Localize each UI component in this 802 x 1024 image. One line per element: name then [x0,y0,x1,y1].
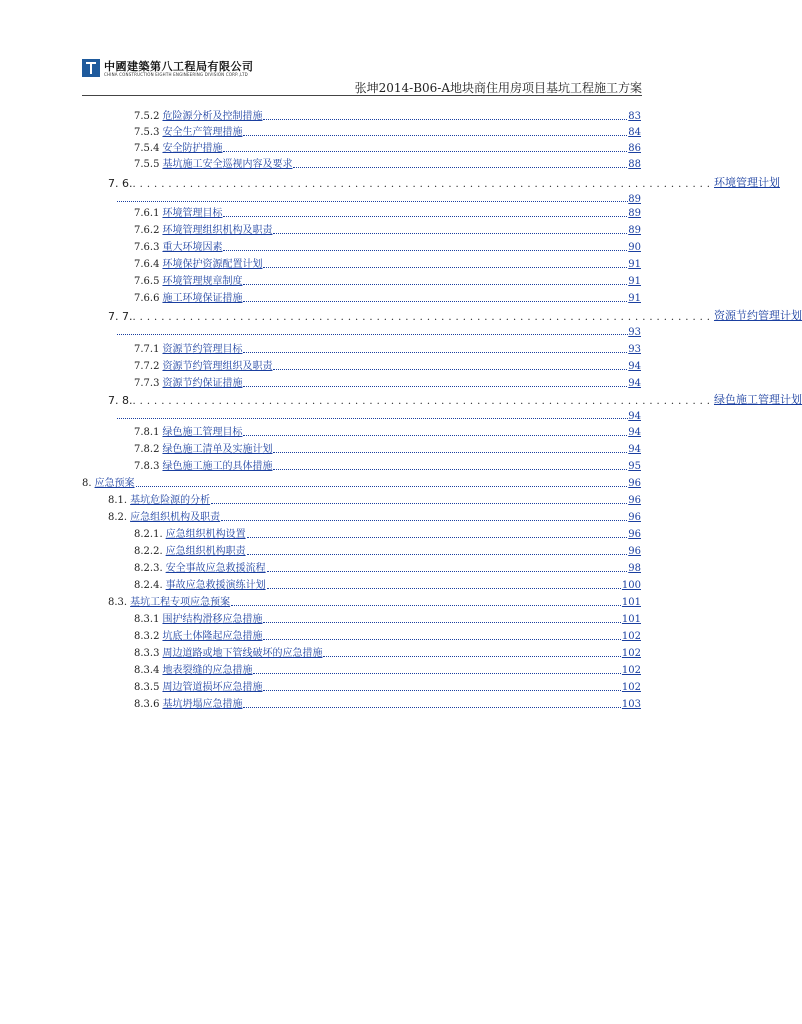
toc-entry-page[interactable]: 96 [628,546,641,557]
toc-entry-page[interactable]: 89 [628,225,641,236]
toc-entry-number: 7.7.3 [134,378,160,389]
toc-entry-7-6-5[interactable] [134,274,641,288]
toc-entry-number: 8.3.2 [134,631,160,642]
toc-entry-number: 7.6.3 [134,242,160,253]
toc-entry-page[interactable]: 90 [628,242,641,253]
toc-entry-page[interactable]: 89 [628,194,641,205]
toc-entry-title[interactable]: 环境保护资源配置计划 [162,259,263,270]
toc-entry-title[interactable]: 应急组织机构及职责 [130,512,221,523]
toc-entry-number: 7.5.4 [134,143,160,154]
toc-entry-number: 8.3. [108,597,128,608]
dot-leader [223,151,627,152]
toc-entry-page[interactable]: 102 [621,665,641,676]
toc-entry-title[interactable]: 围护结构滑移应急措施 [162,614,263,625]
toc-entry-number: 7.5.5 [134,159,160,170]
toc-entry-7-6-4[interactable] [134,257,641,271]
toc-entry-7-5-2[interactable] [134,109,641,123]
dot-leader [243,386,627,387]
toc-entry-7-5-3[interactable] [134,125,641,139]
toc-entry-page[interactable]: 88 [628,159,641,170]
toc-entry-page[interactable]: 94 [628,444,641,455]
toc-entry-number: 7.7.1 [134,344,160,355]
dot-leader [263,119,627,120]
dot-leader [267,571,628,572]
toc-entry-7-8-2[interactable] [134,442,641,456]
toc-entry-title[interactable]: 资源节约管理组织及职责 [162,361,273,372]
toc-entry-title[interactable]: 周边管道损坏应急措施 [162,682,263,693]
toc-entry-7-6-2[interactable] [134,223,641,237]
toc-entry-number: 7.8.3 [134,461,160,472]
dot-leader [263,267,627,268]
toc-entry-7-8-1[interactable] [134,425,641,439]
project-title: 张坤2014-B06-A地块商住用房项目基坑工程施工方案 [354,81,642,95]
toc-section-7-6-page[interactable] [117,193,641,205]
toc-entry-title[interactable]: 地表裂缝的应急措施 [162,665,253,676]
toc-entry-title[interactable]: 应急组织机构设置 [165,529,246,540]
toc-entry-number: 7.6.1 [134,208,160,219]
toc-entry-title[interactable]: 资源节约保证措施 [162,378,243,389]
dot-leader [273,369,627,370]
toc-entry-number: 7.6.5 [134,276,160,287]
dot-leader [247,554,628,555]
dot-leader [243,435,627,436]
toc-entry-page[interactable]: 102 [621,648,641,659]
toc-entry-number: 8.3.5 [134,682,160,693]
toc-entry-title[interactable]: 应急组织机构职责 [165,546,246,557]
toc-entry-number: 8.1. [108,495,128,506]
toc-entry-7-8-3[interactable] [134,459,641,473]
toc-entry-title[interactable]: 施工环境保证措施 [162,293,243,304]
toc-entry-number: 8.3.3 [134,648,160,659]
toc-entry-title[interactable]: 绿色施工管理计划 [713,393,802,406]
toc-entry-page[interactable]: 94 [628,427,641,438]
toc-entry-7-6-6[interactable] [134,291,641,305]
toc-entry-page[interactable]: 101 [621,597,641,608]
dot-leader: ................................................................................. [132,179,714,190]
toc-entry-page[interactable]: 94 [628,361,641,372]
toc-entry-7-6-1[interactable] [134,206,641,220]
toc-entry-8-3-5[interactable] [134,680,641,694]
toc-entry-number: 7. 7. [108,310,133,323]
toc-entry-number: 7.8.1 [134,427,160,438]
toc-entry-page[interactable]: 91 [628,276,641,287]
dot-leader [247,537,628,538]
toc-entry-page[interactable]: 91 [628,293,641,304]
dot-leader [243,301,627,302]
toc-entry-title[interactable]: 周边道路或地下管线破坏的应急措施 [162,648,323,659]
toc-entry-number: 7.6.2 [134,225,160,236]
toc-entry-page[interactable]: 94 [628,378,641,389]
dot-leader [263,639,620,640]
toc-entry-number: 7.6.4 [134,259,160,270]
toc-entry-title[interactable]: 资源节约管理目标 [162,344,243,355]
dot-leader [267,588,621,589]
dot-leader [243,284,627,285]
toc-entry-title[interactable]: 绿色施工管理目标 [162,427,243,438]
toc-entry-title[interactable]: 环境管理计划 [713,176,780,189]
dot-leader [117,201,628,202]
toc-entry-page[interactable]: 98 [628,563,641,574]
dot-leader [243,352,627,353]
toc-entry-title[interactable]: 绿色施工清单及实施计划 [162,444,273,455]
dot-leader [221,520,627,521]
toc-entry-page[interactable]: 101 [621,614,641,625]
toc-entry-title[interactable]: 基坑危险源的分析 [130,495,211,506]
toc-entry-title[interactable]: 坑底土体隆起应急措施 [162,631,263,642]
toc-entry-title[interactable]: 安全防护措施 [162,143,223,154]
toc-entry-8-3-2[interactable] [134,629,641,643]
company-logo-icon [82,59,100,77]
header-divider [82,95,642,96]
dot-leader: ................................................................................. [132,396,714,407]
toc-entry-page[interactable]: 96 [628,478,641,489]
dot-leader [263,622,620,623]
toc-entry-page[interactable]: 89 [628,208,641,219]
toc-entry-page[interactable]: 83 [628,111,641,122]
toc-entry-8-3[interactable] [108,595,641,609]
toc-entry-8-2-1[interactable] [134,527,641,541]
toc-section-7-8[interactable] [108,393,802,407]
toc-entry-title[interactable]: 环境管理组织机构及职责 [162,225,273,236]
toc-entry-title[interactable]: 资源节约管理计划 [713,309,802,322]
toc-entry-8-2-3[interactable] [134,561,641,575]
toc-entry-8-2[interactable] [108,510,641,524]
toc-section-7-6[interactable] [108,176,780,190]
toc-entry-8-3-6[interactable] [134,697,641,711]
toc-entry-title[interactable]: 基坑坍塌应急措施 [162,699,243,710]
toc-entry-number: 7. 6. [108,177,133,190]
dot-leader [223,216,627,217]
toc-entry-number: 8.2.4. [134,580,163,591]
toc-entry-page[interactable]: 102 [621,682,641,693]
dot-leader [273,452,627,453]
toc-entry-number: 8.3.1 [134,614,160,625]
toc-section-7-8-page[interactable] [117,410,641,422]
toc-entry-page[interactable]: 100 [621,580,641,591]
toc-entry-number: 8.2.1. [134,529,163,540]
dot-leader [231,605,621,606]
toc-entry-title[interactable]: 应急预案 [94,478,135,489]
toc-entry-number: 7.6.6 [134,293,160,304]
dot-leader [211,503,627,504]
toc-entry-page[interactable]: 84 [628,127,641,138]
company-name: 中國建築第八工程局有限公司 [104,60,254,73]
toc-entry-title[interactable]: 环境管理规章制度 [162,276,243,287]
toc-entry-page[interactable]: 96 [628,495,641,506]
page-header [82,57,642,99]
toc-entry-number: 8.2. [108,512,128,523]
toc-entry-page[interactable]: 91 [628,259,641,270]
toc-entry-title[interactable]: 基坑施工安全巡视内容及要求 [162,159,293,170]
dot-leader [293,167,627,168]
toc-entry-title[interactable]: 安全事故应急救援流程 [165,563,266,574]
toc-entry-page[interactable]: 86 [628,143,641,154]
toc-entry-7-5-4[interactable] [134,141,641,155]
toc-entry-number: 8.3.6 [134,699,160,710]
toc-entry-title[interactable]: 重大环境因素 [162,242,223,253]
toc-entry-number: 7.8.2 [134,444,160,455]
toc-entry-number: 8.2.3. [134,563,163,574]
company-name-english: CHINA CONSTRUCTION EIGHTH ENGINEERING DIVISION CORP.,LTD [104,72,248,77]
toc-entry-page[interactable]: 96 [628,512,641,523]
toc-entry-page[interactable]: 93 [628,327,641,338]
toc-entry-page[interactable]: 94 [628,411,641,422]
toc-entry-8-1[interactable] [108,493,641,507]
toc-entry-number: 7.5.3 [134,127,160,138]
dot-leader [223,250,627,251]
toc-entry-page[interactable]: 103 [621,699,641,710]
toc-entry-8-2-2[interactable] [134,544,641,558]
toc-entry-number: 8.2.2. [134,546,163,557]
toc-entry-7-6-3[interactable] [134,240,641,254]
toc-entry-number: 7. 8. [108,394,133,407]
toc-entry-title[interactable]: 危险源分析及控制措施 [162,111,263,122]
dot-leader [323,656,620,657]
toc-section-7-7[interactable] [108,309,802,323]
toc-entry-page[interactable]: 95 [628,461,641,472]
toc-entry-number: 7.5.2 [134,111,160,122]
dot-leader [263,690,620,691]
dot-leader: ................................................................................. [132,312,714,323]
toc-entry-title[interactable]: 安全生产管理措施 [162,127,243,138]
toc-entry-7-7-2[interactable] [134,359,641,373]
dot-leader [117,334,628,335]
toc-entry-8-2-4[interactable] [134,578,641,592]
toc-entry-number: 8.3.4 [134,665,160,676]
toc-entry-title[interactable]: 基坑工程专项应急预案 [130,597,231,608]
toc-chapter-8[interactable] [82,476,641,490]
toc-entry-page[interactable]: 93 [628,344,641,355]
toc-entry-title[interactable]: 环境管理目标 [162,208,223,219]
dot-leader [273,469,627,470]
toc-entry-8-3-1[interactable] [134,612,641,626]
toc-entry-7-7-1[interactable] [134,342,641,356]
toc-entry-8-3-3[interactable] [134,646,641,660]
toc-entry-number: 8. [82,478,92,489]
toc-entry-7-7-3[interactable] [134,376,641,390]
dot-leader [117,418,628,419]
dot-leader [253,673,620,674]
dot-leader [243,135,627,136]
toc-section-7-7-page[interactable] [117,326,641,338]
toc-entry-number: 7.7.2 [134,361,160,372]
dot-leader [243,707,620,708]
toc-entry-title[interactable]: 事故应急救援演练计划 [165,580,266,591]
dot-leader [273,233,627,234]
dot-leader [136,486,628,487]
toc-entry-title[interactable]: 绿色施工施工的具体措施 [162,461,273,472]
toc-entry-7-5-5[interactable] [134,157,641,171]
toc-entry-page[interactable]: 96 [628,529,641,540]
toc-entry-page[interactable]: 102 [621,631,641,642]
toc-entry-8-3-4[interactable] [134,663,641,677]
